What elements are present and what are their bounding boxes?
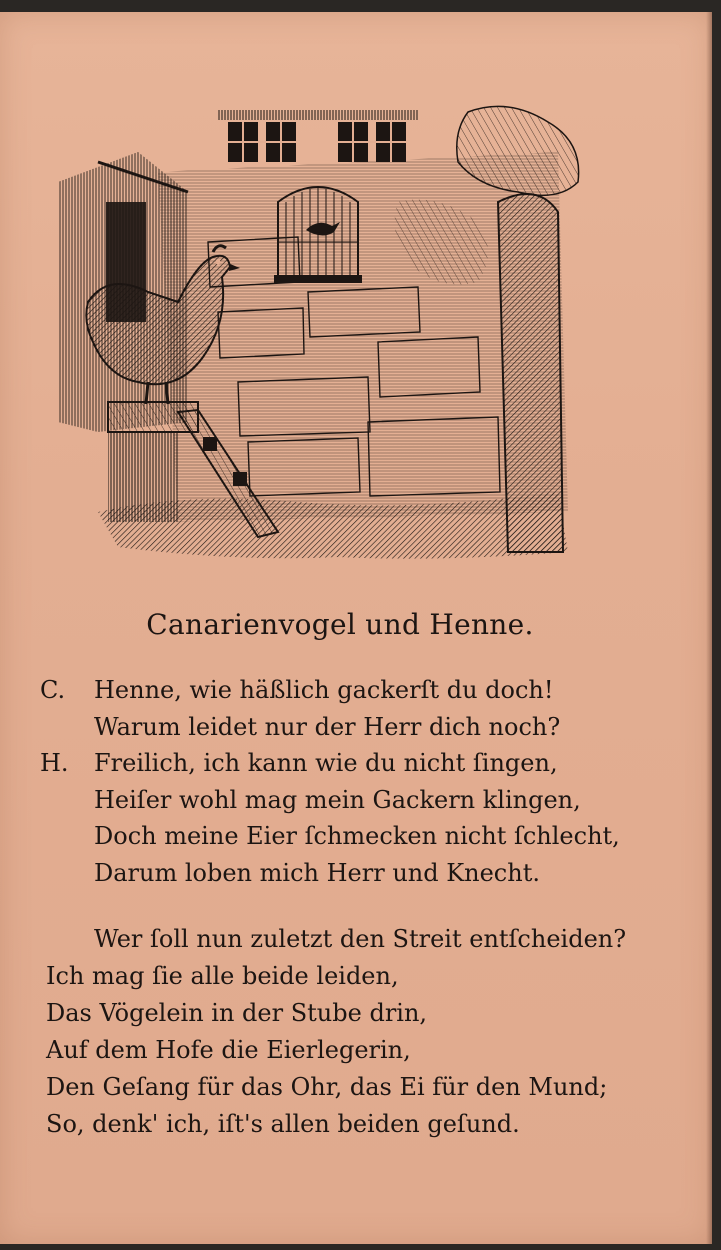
verse-text: Darum loben mich Herr und Knecht. xyxy=(94,858,540,887)
verse-line xyxy=(40,745,680,782)
stanza-dialogue xyxy=(40,672,680,891)
poem-verse xyxy=(40,672,680,1143)
verse-line xyxy=(40,782,680,819)
verse-text: Warum leidet nur der Herr dich noch? xyxy=(94,712,561,741)
speaker-label: H. xyxy=(40,749,69,777)
speaker-label: C. xyxy=(40,676,66,704)
verse-text: Henne, wie häßlich gackerſt du doch! xyxy=(94,676,554,704)
verse-line: Wer ſoll nun zuletzt den Streit entſcheiden? xyxy=(94,925,627,953)
book-page xyxy=(0,12,712,1244)
verse-text: Heiſer wohl mag mein Gackern klingen, xyxy=(94,785,581,814)
verse-line: Den Geſang für das Ohr, das Ei für den Mund; xyxy=(46,1073,608,1101)
verse-line: So, denk' ich, iſt's allen beiden geſund. xyxy=(46,1110,520,1138)
verse-line xyxy=(40,672,680,709)
engraving-hen-and-canary xyxy=(38,92,598,562)
poem-title: Canarienvogel und Henne. xyxy=(146,608,534,641)
verse-line xyxy=(40,818,680,855)
verse-line xyxy=(40,709,680,746)
verse-line: Das Vögelein in der Stube drin, xyxy=(46,999,428,1027)
verse-text: Freilich, ich kann wie du nicht ſingen, xyxy=(94,749,558,777)
verse-line xyxy=(40,855,680,892)
verse-line: Ich mag ſie alle beide leiden, xyxy=(46,962,399,990)
verse-line: Auf dem Hofe die Eierlegerin, xyxy=(46,1036,411,1064)
stanza-separator xyxy=(40,891,680,921)
stanza-narrator xyxy=(40,921,680,1143)
verse-text: Doch meine Eier ſchmecken nicht ſchlecht, xyxy=(94,822,620,850)
